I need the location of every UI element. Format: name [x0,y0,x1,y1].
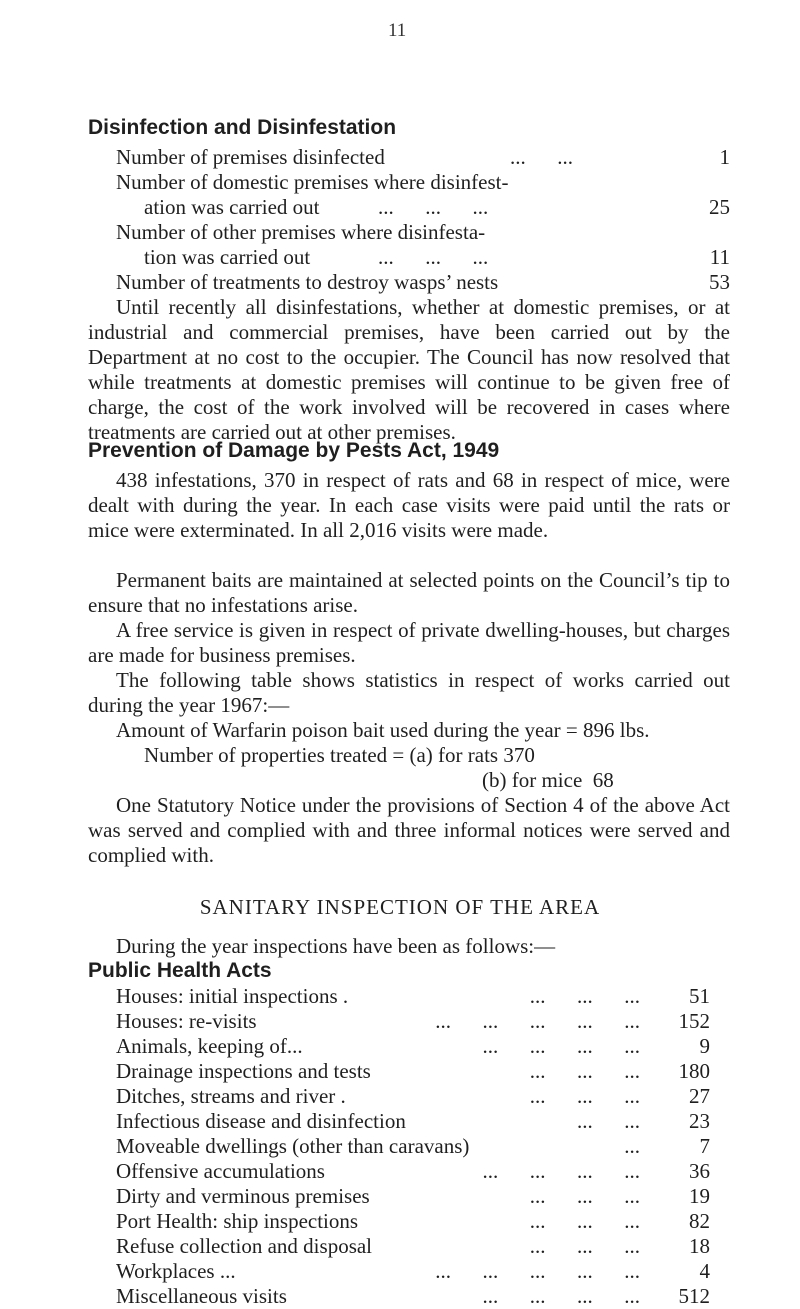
leader-dots: ... ... ... [529,1084,640,1108]
inspection-value: 152 [678,1009,710,1033]
leader-dots: ... ... ... [529,1209,640,1233]
pests-paragraph: A free service is given in respect of private dwelling-houses, but charges are made for business premises. [88,618,730,667]
inspection-value: 180 [678,1059,710,1083]
inspection-label: Miscellaneous visits [116,1284,287,1308]
inspection-label: Houses: re-visits [116,1009,257,1033]
inspection-value: 4 [699,1259,710,1283]
inspection-label: Houses: initial inspections . [116,984,349,1008]
inspection-value: 18 [689,1234,710,1258]
inspection-value: 9 [699,1034,710,1058]
sanitary-intro: During the year inspections have been as follows:— [116,934,556,958]
public-health-acts-heading: Public Health Acts [88,959,272,982]
leader-dots: ... ... [510,145,573,169]
inspection-value: 82 [689,1209,710,1233]
properties-line-a: Number of properties treated = (a) for rats 370 [144,743,535,767]
inspection-row [116,1134,710,1159]
inspection-label: Ditches, streams and river . [116,1084,346,1108]
item-label-line1: Number of other premises where disinfesta- [116,220,486,244]
disinfection-item-cont [144,195,730,220]
leader-dots: ... ... ... ... ... [435,1259,640,1283]
page-number: 11 [388,20,407,41]
inspection-row [116,1059,710,1084]
leader-dots: ... ... ... ... ... [435,1009,640,1033]
leader-dots: ... ... [577,1109,640,1133]
inspection-value: 512 [678,1284,710,1308]
disinfection-item [116,145,730,170]
inspection-value: 27 [689,1084,710,1108]
disinfection-paragraph: Until recently all disinfestations, whether at domestic premises, or at industrial and commercial premises, have been carried out by the Department at no cost to the occupier. The Council has now resolved that while treatments at domestic premises will continue to be given free of charge, the cost of the work involved will be recovered in cases where treatments are carried out at other premises. [88,295,730,444]
inspection-row [116,1109,710,1134]
inspection-label: Port Health: ship inspections [116,1209,359,1233]
inspection-row [116,1284,710,1309]
item-label-line2: tion was carried out [144,245,311,269]
sanitary-title: SANITARY INSPECTION OF THE AREA [199,895,601,919]
leader-dots: ... ... ... ... [482,1159,640,1183]
item-label-line2: ation was carried out [144,195,320,219]
inspection-label: Infectious disease and disinfection [116,1109,406,1133]
leader-dots: ... ... ... [378,245,489,269]
leader-dots: ... ... ... [529,984,640,1008]
inspection-label: Drainage inspections and tests [116,1059,371,1083]
inspection-row [116,1234,710,1259]
pests-paragraph: Permanent baits are maintained at selected points on the Council’s tip to ensure that no infestations arise. [88,568,730,617]
inspection-row [116,984,710,1009]
inspection-row [116,1159,710,1184]
pests-heading: Prevention of Damage by Pests Act, 1949 [88,439,500,462]
inspection-row [116,1209,710,1234]
disinfection-item [116,220,730,245]
pests-paragraph: 438 infestations, 370 in respect of rats and 68 in respect of mice, were dealt with during the year. In each case visits were paid until the rats or mice were exterminated. In all 2,016 visits were made. [88,468,730,542]
disinfection-item [116,270,730,295]
inspection-value: 7 [699,1134,710,1158]
leader-dots: ... ... ... [529,1184,640,1208]
inspection-row [116,1259,710,1284]
item-label-line1: Number of domestic premises where disinfest- [116,170,509,194]
inspection-row [116,1009,710,1034]
leader-dots: ... ... ... [378,195,489,219]
properties-line-b: (b) for mice 68 [482,768,614,792]
inspection-label: Animals, keeping of... [116,1034,303,1058]
item-value: 53 [709,270,730,294]
leader-dots: ... ... ... [529,1059,640,1083]
inspection-value: 51 [689,984,710,1008]
item-value: 11 [709,245,730,269]
inspection-label: Dirty and verminous premises [116,1184,370,1208]
item-value: 1 [719,145,730,169]
item-value: 25 [709,195,730,219]
item-label: Number of treatments to destroy wasps’ nests [116,270,499,294]
leader-dots: ... ... ... ... [482,1284,640,1308]
leader-dots: ... ... ... [529,1234,640,1258]
disinfection-item-cont [144,245,730,270]
inspection-row [116,1184,710,1209]
inspection-label: Offensive accumulations [116,1159,325,1183]
warfarin-line: Amount of Warfarin poison bait used during the year = 896 lbs. [116,718,650,742]
inspection-row [116,1084,710,1109]
inspection-label: Workplaces ... [116,1259,236,1283]
pests-paragraph: One Statutory Notice under the provisions of Section 4 of the above Act was served and complied with and three informal notices were served and complied with. [88,793,730,867]
leader-dots: ... [624,1134,640,1158]
inspection-label: Refuse collection and disposal [116,1234,373,1258]
inspection-value: 19 [689,1184,710,1208]
disinfection-item [116,170,730,195]
inspection-value: 23 [689,1109,710,1133]
inspection-row [116,1034,710,1059]
inspection-value: 36 [689,1159,710,1183]
leader-dots: ... ... ... ... [482,1034,640,1058]
pests-paragraph: The following table shows statistics in respect of works carried out during the year 1967:— [88,668,730,717]
item-label: Number of premises disinfected [116,145,385,169]
disinfection-heading: Disinfection and Disinfestation [88,116,397,139]
inspection-label: Moveable dwellings (other than caravans) [116,1134,470,1158]
